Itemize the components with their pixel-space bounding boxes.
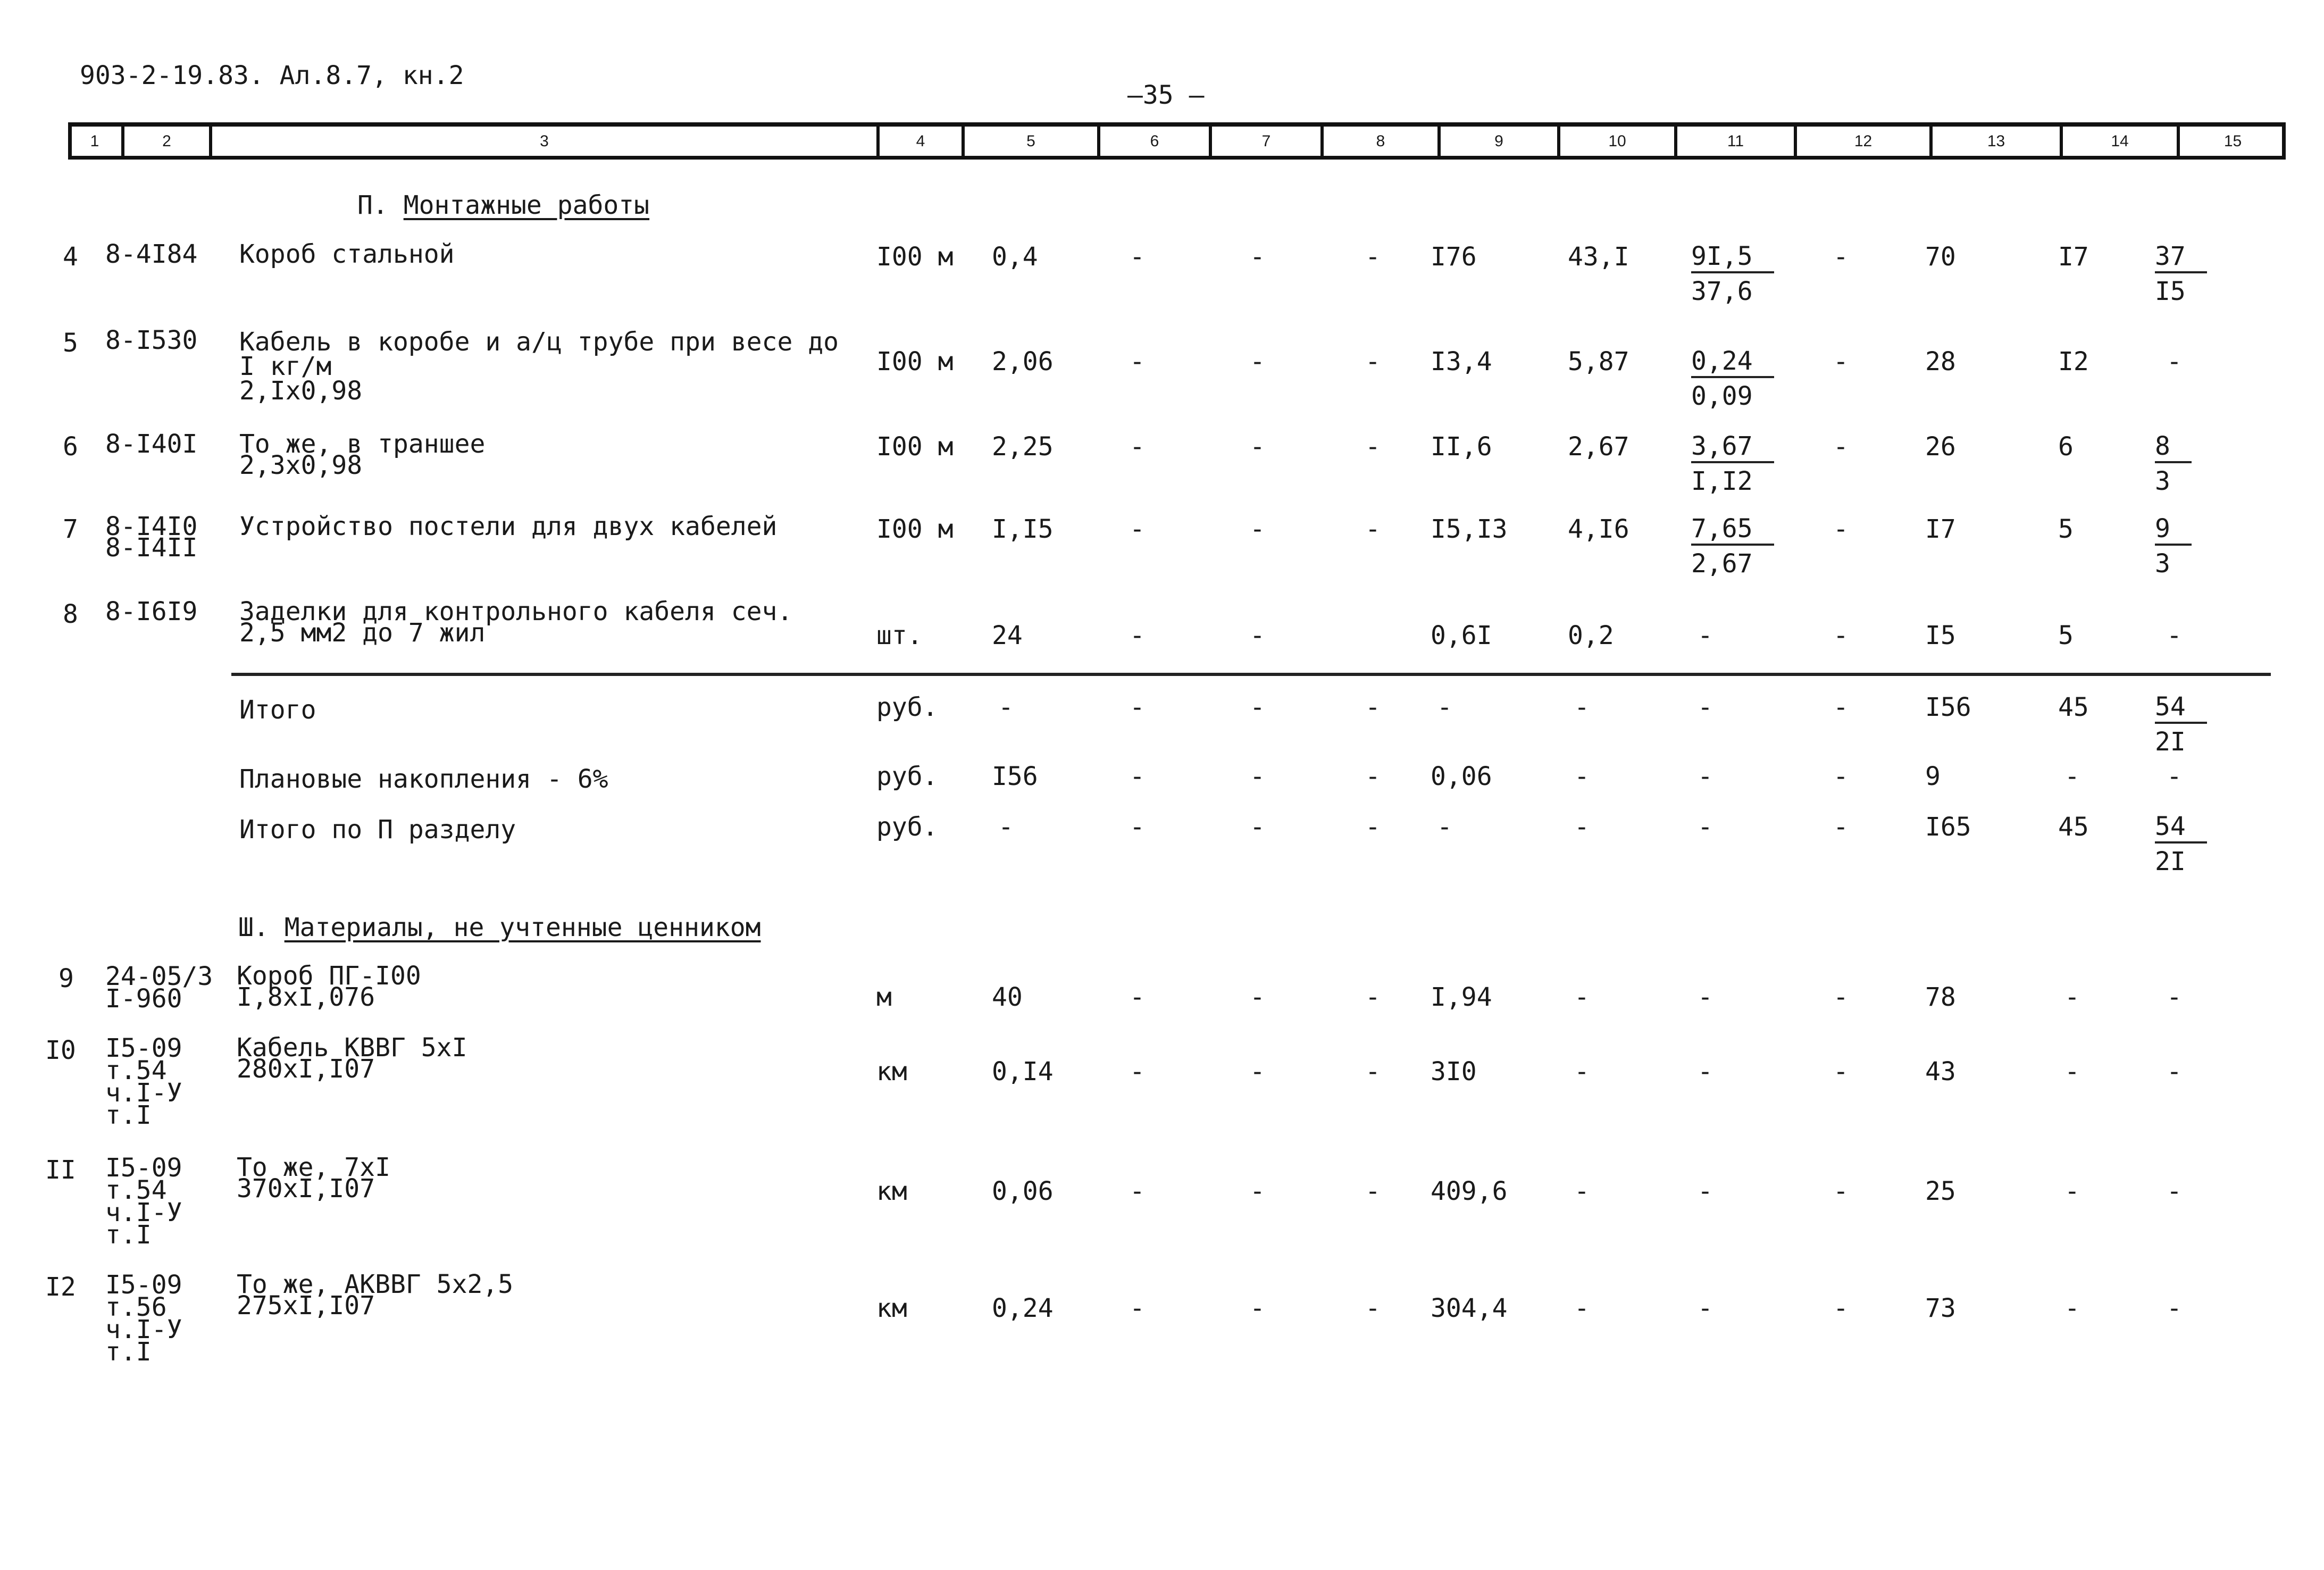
row-I2-c10: - [1574,1293,1590,1323]
row-4-c7: - [1250,242,1265,272]
row-9-c10: - [1574,982,1590,1012]
total-row-3-unit: руб. [876,812,938,842]
row-7-c6: - [1130,514,1145,544]
total-row-2-c12: - [1833,762,1849,791]
section-2-title: П. Монтажные работы [357,190,650,220]
row-I2-number: I2 [45,1272,76,1302]
row-7-c15-numerator: 9 [2155,516,2192,546]
row-6-c15-numerator: 8 [2155,433,2192,463]
total-row-1-c11: - [1698,692,1713,722]
row-I2-c14: - [2064,1293,2080,1323]
total-row-3-label: Итого по П разделу [239,815,516,845]
row-4-c5: 0,4 [992,242,1038,272]
row-II-c15: - [2167,1176,2182,1206]
total-row-1-c10: - [1574,692,1590,722]
column-number-1: 1 [90,132,99,150]
row-9-c12: - [1833,982,1849,1012]
row-II-c13: 25 [1925,1176,1956,1206]
row-II-c8: - [1365,1176,1381,1206]
total-row-1-label: Итого [239,695,316,725]
row-5-c11 [1691,348,1774,409]
row-7-number: 7 [63,514,78,544]
row-6-c10: 2,67 [1568,432,1629,462]
total-row-3-c15-numerator: 54 [2155,814,2207,844]
row-II-c14: - [2064,1176,2080,1206]
column-number-6: 6 [1097,127,1209,156]
row-I0-c5: 0,I4 [992,1057,1054,1087]
row-9-c6: - [1130,982,1145,1012]
row-6-c11-denominator: I,I2 [1691,466,1753,496]
row-II-c11: - [1698,1176,1713,1206]
row-II-description: То же, 7хI 370хI,I07 [237,1153,390,1204]
row-8-c7: - [1250,621,1265,650]
row-I0-c7: - [1250,1057,1265,1087]
total-row-2-c9: 0,06 [1431,762,1492,791]
row-9-c9: I,94 [1431,982,1492,1012]
total-row-3-c6: - [1130,812,1145,842]
page-number: —35 — [1127,80,1205,110]
row-7-c11-denominator: 2,67 [1691,549,1753,579]
row-8-c14: 5 [2058,621,2074,650]
row-5-code: 8-I530 [105,325,198,355]
row-8-c13: I5 [1925,621,1956,650]
row-4-c6: - [1130,242,1145,272]
column-number-7: 7 [1209,127,1320,156]
row-4-c15-denominator: I5 [2155,277,2186,306]
row-7-c12: - [1833,514,1849,544]
row-6-c15 [2155,433,2192,494]
total-row-3-c15 [2155,814,2207,874]
row-8-c6: - [1130,621,1145,650]
row-4-c8: - [1365,242,1381,272]
row-8-code: 8-I6I9 [105,597,198,627]
row-4-c11 [1691,241,1774,306]
total-row-1-c13: I56 [1925,692,1971,722]
row-6-c11-numerator: 3,67 [1691,433,1774,463]
total-row-3-c14: 45 [2058,812,2089,842]
column-number-12: 12 [1794,127,1929,156]
row-6-c12: - [1833,432,1849,462]
total-row-2-c10: - [1574,762,1590,791]
row-I0-c14: - [2064,1057,2080,1087]
row-6-c5: 2,25 [992,432,1054,462]
row-4-c15 [2155,241,2207,306]
row-7-c8: - [1365,514,1381,544]
row-I2-c9: 304,4 [1431,1293,1508,1323]
row-I2-c6: - [1130,1293,1145,1323]
totals-divider [231,673,2271,676]
row-9-c13: 78 [1925,982,1956,1012]
row-5-c9: I3,4 [1431,347,1492,377]
row-4-c13: 70 [1925,242,1956,272]
row-7-c11 [1691,516,1774,577]
total-row-3-c12: - [1833,812,1849,842]
row-9-c14: - [2064,982,2080,1012]
row-4-c11-denominator: 37,6 [1691,277,1753,306]
row-4-c11-numerator: 9I,5 [1691,244,1774,273]
row-I2-c8: - [1365,1293,1381,1323]
row-7-c14: 5 [2058,514,2074,544]
row-7-c7: - [1250,514,1265,544]
row-6-number: 6 [63,432,78,462]
row-7-c9: I5,I3 [1431,514,1508,544]
row-5-c11-denominator: 0,09 [1691,381,1753,411]
row-4-code: 8-4I84 [105,239,198,269]
row-I2-c13: 73 [1925,1293,1956,1323]
total-row-2-c6: - [1130,762,1145,791]
section-3-title: Ш. Материалы, не учтенные ценником [238,913,761,942]
column-number-11: 11 [1674,127,1794,156]
row-I0-unit: км [876,1057,907,1087]
row-5-number: 5 [63,328,78,358]
total-row-2-unit: руб. [876,762,938,791]
row-7-description: Устройство постели для двух кабелей [239,512,778,541]
row-4-number: 4 [63,242,78,272]
row-8-c9: 0,6I [1431,621,1492,650]
row-8-c5: 24 [992,621,1023,650]
row-6-c13: 26 [1925,432,1956,462]
total-row-3-c8: - [1365,812,1381,842]
row-I2-c15: - [2167,1293,2182,1323]
total-row-2-c15: - [2167,762,2182,791]
row-9-unit: м [876,982,892,1012]
row-II-c7: - [1250,1176,1265,1206]
column-number-bar [68,122,2286,160]
row-6-code: 8-I40I [105,429,198,459]
row-6-c15-denominator: 3 [2155,466,2170,496]
row-I0-code: I5-09 т.54 ч.I-У т.I [105,1033,182,1130]
row-8-c11: - [1698,621,1713,650]
total-row-1-c15-denominator: 2I [2155,727,2186,757]
total-row-2-c8: - [1365,762,1381,791]
row-4-description: Короб стальной [239,239,455,269]
total-row-2-c11: - [1698,762,1713,791]
total-row-2-c5: I56 [992,762,1038,791]
row-9-c8: - [1365,982,1381,1012]
row-I2-c11: - [1698,1293,1713,1323]
document-reference: 903-2-19.83. Ал.8.7, кн.2 [80,61,464,90]
row-I2-unit: км [876,1293,907,1323]
row-I0-c8: - [1365,1057,1381,1087]
row-6-c7: - [1250,432,1265,462]
row-4-c12: - [1833,242,1849,272]
row-4-unit: I00 м [876,242,954,272]
row-9-code: 24-05/3 I-960 [105,962,213,1014]
row-7-c15 [2155,516,2192,577]
row-8-c12: - [1833,621,1849,650]
row-5-description: Кабель в коробе и а/ц трубе при весе до I кг/м 2,Iх0,98 [239,327,839,406]
total-row-1-c14: 45 [2058,692,2089,722]
row-I0-c10: - [1574,1057,1590,1087]
row-I2-c12: - [1833,1293,1849,1323]
row-5-unit: I00 м [876,347,954,377]
row-6-description: То же, в траншее 2,3х0,98 [239,429,486,480]
column-number-5: 5 [962,127,1097,156]
row-I0-c9: 3I0 [1431,1057,1477,1087]
total-row-1-c12: - [1833,692,1849,722]
row-5-c14: I2 [2058,347,2089,377]
column-number-14: 14 [2060,127,2177,156]
column-number-8: 8 [1320,127,1437,156]
row-6-c14: 6 [2058,432,2074,462]
total-row-1-c6: - [1130,692,1145,722]
row-7-c5: I,I5 [992,514,1054,544]
total-row-1-c9: - [1437,692,1452,722]
column-number-13: 13 [1929,127,2060,156]
row-4-c10: 43,I [1568,242,1629,272]
row-6-c8: - [1365,432,1381,462]
row-9-c5: 40 [992,982,1023,1012]
total-row-1-c15 [2155,694,2207,755]
row-7-c10: 4,I6 [1568,514,1629,544]
row-7-unit: I00 м [876,514,954,544]
row-I0-c6: - [1130,1057,1145,1087]
total-row-3-c10: - [1574,812,1590,842]
total-row-3-c7: - [1250,812,1265,842]
row-6-unit: I00 м [876,432,954,462]
total-row-1-unit: руб. [876,692,938,722]
row-I2-c5: 0,24 [992,1293,1054,1323]
total-row-1-c8: - [1365,692,1381,722]
column-number-2: 2 [121,127,209,156]
row-6-c6: - [1130,432,1145,462]
row-5-c7: - [1250,347,1265,377]
row-I2-c7: - [1250,1293,1265,1323]
row-8-number: 8 [63,599,78,629]
total-row-2-c14: - [2064,762,2080,791]
row-8-c10: 0,2 [1568,621,1614,650]
row-II-number: II [45,1155,76,1185]
row-5-c6: - [1130,347,1145,377]
row-5-c15: - [2167,347,2182,377]
row-9-c7: - [1250,982,1265,1012]
row-7-code: 8-I4I0 8-I4II [105,512,198,563]
row-I0-c13: 43 [1925,1057,1956,1087]
row-II-unit: км [876,1176,907,1206]
row-II-c5: 0,06 [992,1176,1054,1206]
column-number-4: 4 [876,127,962,156]
total-row-1-c5: - [998,692,1014,722]
total-row-3-c11: - [1698,812,1713,842]
column-number-15: 15 [2177,127,2286,156]
row-9-c11: - [1698,982,1713,1012]
row-5-c11-numerator: 0,24 [1691,348,1774,378]
row-I0-number: I0 [45,1035,76,1065]
row-II-c10: - [1574,1176,1590,1206]
row-9-c15: - [2167,982,2182,1012]
column-number-9: 9 [1437,127,1557,156]
row-I0-c11: - [1698,1057,1713,1087]
row-5-c10: 5,87 [1568,347,1629,377]
row-6-c11 [1691,433,1774,494]
row-6-c9: II,6 [1431,432,1492,462]
row-8-unit: шт. [876,621,923,650]
total-row-3-c5: - [998,812,1014,842]
row-II-c12: - [1833,1176,1849,1206]
row-I0-description: Кабель КВВГ 5хI 280хI,I07 [237,1033,467,1084]
row-8-c15: - [2167,621,2182,650]
total-row-3-c15-denominator: 2I [2155,847,2186,876]
row-7-c15-denominator: 3 [2155,549,2170,579]
row-I0-c12: - [1833,1057,1849,1087]
row-8-description: Заделки для контрольного кабеля сеч. 2,5 мм2 до 7 жил [239,597,793,648]
total-row-1-c15-numerator: 54 [2155,694,2207,724]
row-4-c14: I7 [2058,242,2089,272]
row-7-c13: I7 [1925,514,1956,544]
column-number-10: 10 [1557,127,1674,156]
row-II-c6: - [1130,1176,1145,1206]
row-5-c8: - [1365,347,1381,377]
column-number-3: 3 [209,127,876,156]
row-II-code: I5-09 т.54 ч.I-У т.I [105,1153,182,1250]
row-I2-code: I5-09 т.56 ч.I-У т.I [105,1270,182,1367]
row-5-c5: 2,06 [992,347,1054,377]
row-I0-c15: - [2167,1057,2182,1087]
row-II-c9: 409,6 [1431,1176,1508,1206]
total-row-2-label: Плановые накопления - 6% [239,764,608,794]
row-I2-description: То же, АКВВГ 5х2,5 275хI,I07 [237,1270,514,1321]
total-row-2-c7: - [1250,762,1265,791]
total-row-3-c9: - [1437,812,1452,842]
total-row-2-c13: 9 [1925,762,1941,791]
row-9-description: Короб ПГ-I00 I,8хI,076 [237,961,421,1012]
total-row-1-c7: - [1250,692,1265,722]
row-5-c12: - [1833,347,1849,377]
row-5-c13: 28 [1925,347,1956,377]
row-7-c11-numerator: 7,65 [1691,516,1774,546]
total-row-3-c13: I65 [1925,812,1971,842]
row-9-number: 9 [58,964,74,993]
row-4-c15-numerator: 37 [2155,244,2207,273]
row-4-c9: I76 [1431,242,1477,272]
